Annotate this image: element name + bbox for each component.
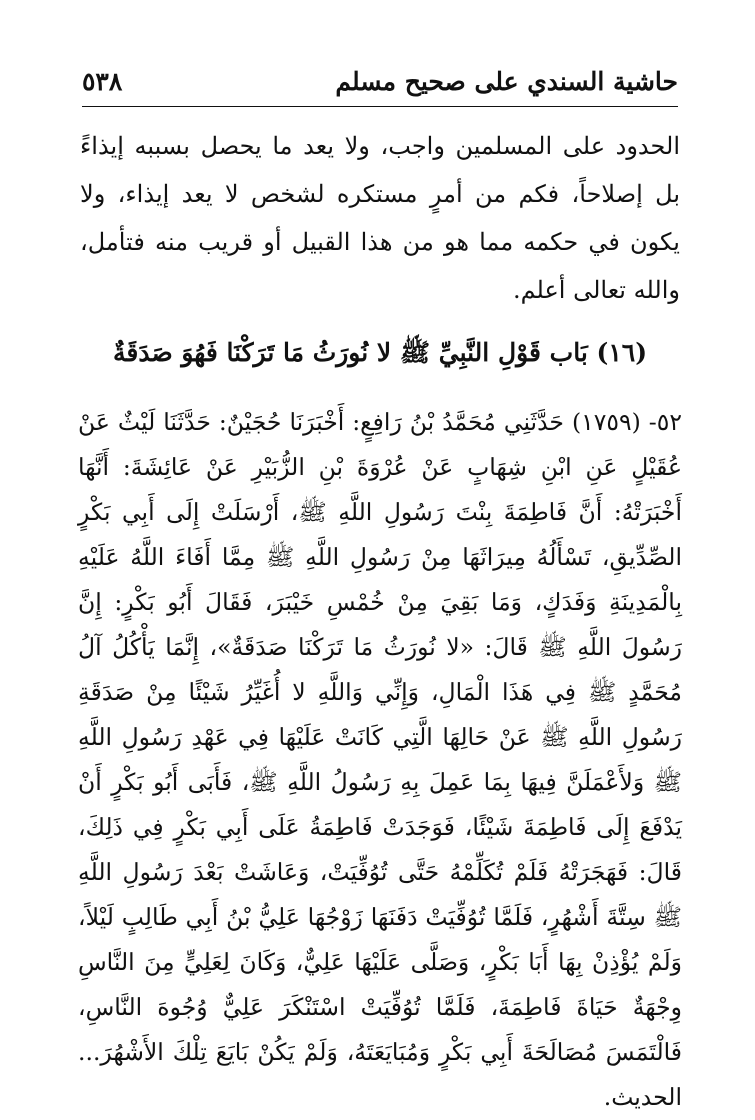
- intro-paragraph: الحدود على المسلمين واجب، ولا يعد ما يحصل بسببه إيذاءً بل إصلاحاً، فكم من أمرٍ مستكره لشخص لا يعد إيذاء، ولا يكون في حكمه مما هو من هذا القبيل أو قريب منه فتأمل، والله تعالى أعلم.: [80, 132, 680, 304]
- running-title: حاشية السندي على صحيح مسلم: [335, 67, 678, 96]
- chapter-title: (١٦) بَاب قَوْلِ النَّبِيِّ ﷺ لا نُورَثُ مَا تَرَكْنَا فَهُوَ صَدَقَةٌ: [112, 338, 648, 367]
- hadith-text: ٥٢- (١٧٥٩) حَدَّثَنِي مُحَمَّدُ بْنُ رَافِعٍ: أَخْبَرَنَا حُجَيْنٌ: حَدَّثَنَا لَيْثٌ عَنْ عُقَيْلٍ عَنِ ابْنِ شِهَابٍ عَنْ عُرْوَةَ بْنِ الزُّبَيْرِ عَنْ عَائِشَةَ: أَنَّهَا أَخْبَرَتْهُ: أَنَّ فَاطِمَةَ بِنْتَ رَسُولِ اللَّهِ ﷺ، أَرْسَلَتْ إِلَى أَبِي بَكْرٍ الصِّدِّيقِ، تَسْأَلُهُ مِيرَاثَهَا مِنْ رَسُولِ اللَّهِ ﷺ مِمَّا أَفَاءَ اللَّهُ عَلَيْهِ بِالْمَدِينَةِ وَفَدَكٍ، وَمَا بَقِيَ مِنْ خُمْسِ خَيْبَرَ، فَقَالَ أَبُو بَكْرٍ: إِنَّ رَسُولَ اللَّهِ ﷺ قَالَ: «لا نُورَثُ مَا تَرَكْنَا صَدَقَةٌ»، إِنَّمَا يَأْكُلُ آلُ مُحَمَّدٍ ﷺ فِي هَذَا الْمَالِ، وَإِنِّي وَاللَّهِ لا أُغَيِّرُ شَيْئًا مِنْ صَدَقَةِ رَسُولِ اللَّهِ ﷺ عَنْ حَالِهَا الَّتِي كَانَتْ عَلَيْهَا فِي عَهْدِ رَسُولِ اللَّهِ ﷺ وَلأَعْمَلَنَّ فِيهَا بِمَا عَمِلَ بِهِ رَسُولُ اللَّهِ ﷺ، فَأَبَى أَبُو بَكْرٍ أَنْ يَدْفَعَ إِلَى فَاطِمَةَ شَيْئًا، فَوَجَدَتْ فَاطِمَةُ عَلَى أَبِي بَكْرٍ فِي ذَلِكَ، قَالَ: فَهَجَرَتْهُ فَلَمْ تُكَلِّمْهُ حَتَّى تُوُفِّيَتْ، وَعَاشَتْ بَعْدَ رَسُولِ اللَّهِ ﷺ سِتَّةَ أَشْهُرٍ، فَلَمَّا تُوُفِّيَتْ دَفَنَهَا زَوْجُهَا عَلِيُّ بْنُ أَبِي طَالِبٍ لَيْلاً، وَلَمْ يُؤْذِنْ بِهَا أَبَا بَكْرٍ، وَصَلَّى عَلَيْهَا عَلِيٌّ، وَكَانَ لِعَلِيٍّ مِنَ النَّاسِ وِجْهَةٌ حَيَاةَ فَاطِمَةَ، فَلَمَّا تُوُفِّيَتْ اسْتَنْكَرَ عَلِيٌّ وُجُوهَ النَّاسِ، فَالْتَمَسَ مُصَالَحَةَ أَبِي بَكْرٍ وَمُبَايَعَتَهُ، وَلَمْ يَكُنْ بَايَعَ تِلْكَ الأَشْهُرَ... الحديث.: [78, 408, 682, 1111]
- page-number: ٥٣٨: [82, 67, 123, 96]
- page-header: [82, 62, 678, 107]
